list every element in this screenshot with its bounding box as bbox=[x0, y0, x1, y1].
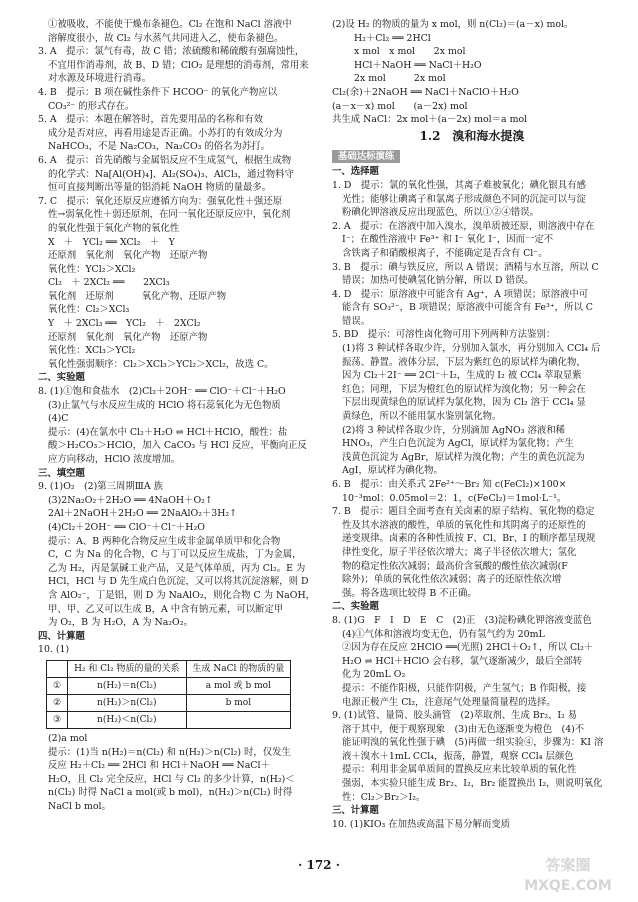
table-row bbox=[47, 694, 291, 711]
text-line: 4. D 提示：原溶液中可能含有 Ag⁺，A 项错误；原溶液中可 bbox=[332, 288, 589, 300]
text-line: 因为 Cl₂＋2I⁻ ══ 2Cl⁻＋I₂，生成的 I₂ 被 CCl₄ 萃取显紫 bbox=[342, 370, 582, 382]
text-line: 溶于其中，便于观察现象 (3)由无色逐渐变为橙色 (4)不 bbox=[342, 723, 585, 735]
text-line: (2)a mol bbox=[48, 732, 88, 744]
calc-table bbox=[46, 660, 291, 729]
table-cell: ② bbox=[47, 694, 68, 711]
text-line: 含 AlO₂⁻，丁是铝，则 D 为 NaAlO₂，则化合物 C 为 NaOH， bbox=[48, 589, 315, 601]
text-line: (4)C bbox=[48, 413, 69, 425]
text-line: 溶解度很小，故 Cl₂ 与水蒸气共同进入乙，使布条褪色。 bbox=[48, 32, 284, 44]
text-line: 成分是否对应，再看用途是否正确。小苏打的有效成分为 bbox=[48, 127, 283, 139]
text-line: x mol x mol 2x mol bbox=[354, 46, 466, 58]
page-number: · 172 · bbox=[298, 858, 340, 872]
text-line: HNO₃，产生白色沉淀为 AgCl，原试样为氯化物；产生 bbox=[342, 438, 574, 450]
right-text-top bbox=[332, 18, 612, 127]
text-line: 为 O₂，B 为 H₂O，A 为 Na₂O₂。 bbox=[48, 617, 193, 629]
drill-label: 基础达标演练 bbox=[332, 150, 400, 163]
left-text-block bbox=[38, 18, 318, 657]
text-line: ②因为存在反应 2HClO ══(光照) 2HCl＋O₂↑，所以 Cl₂＋ bbox=[342, 642, 594, 654]
text-line: H₂＋Cl₂ ══ 2HCl bbox=[354, 32, 431, 44]
text-line: 提示：A、B 两种化合物反应生成非金属单质甲和化合物 bbox=[48, 535, 281, 547]
text-line: 2x mol 2x mol bbox=[354, 73, 446, 85]
text-line: 应方向移动，HClO 浓度增加。 bbox=[48, 454, 181, 465]
text-line: 除外)；单质的氧化性依次减弱；离子的还原性依次增 bbox=[342, 574, 562, 586]
section-heading: 三、填空题 bbox=[38, 467, 85, 479]
table-cell bbox=[186, 711, 291, 728]
text-line: 黄绿色，所以不能用氯水鉴别氯化物。 bbox=[342, 411, 502, 423]
section-heading: 三、计算题 bbox=[332, 805, 379, 817]
text-line: 振荡、静置。液体分层，下层为紫红色的原试样为碘化物， bbox=[342, 356, 586, 368]
text-line: I⁻；在酸性溶液中 Fe³⁺ 和 I⁻ 氧化 I⁻，因而一定不 bbox=[342, 234, 554, 246]
text-line: 2Al＋2NaOH＋2H₂O ══ 2NaAlO₂＋3H₂↑ bbox=[48, 508, 238, 520]
text-line: 氧化剂 还原剂 氧化产物、还原产物 bbox=[48, 290, 227, 302]
text-line: 提示：不能作阳极，只能作阴极，产生氢气；B 作阳极，接 bbox=[342, 682, 587, 694]
text-line: 9. (1)O₂ (2)第三周期ⅢA 族 bbox=[38, 481, 163, 493]
text-line: CO₃²⁻ 的形式存在。 bbox=[48, 100, 135, 112]
text-line: 性及其水溶液的酸性，单质的氧化性和其阴离子的还原性的 bbox=[342, 519, 586, 531]
text-line: 6. B 提示：由关系式 2Fe²⁺～Br₂ 知 c(FeCl₂)×100× bbox=[332, 479, 567, 490]
text-line: 共生成 NaCl：2x mol＋(a－2x) mol＝a mol bbox=[332, 114, 528, 126]
text-line: 1. D 提示：氯的氧化性强，其离子难被氧化；碘化银具有感 bbox=[332, 179, 586, 191]
section-heading: 一、选择题 bbox=[332, 166, 379, 178]
text-line: HCl，HCl 与 D 先生成白色沉淀，又可以将其沉淀溶解，则 D bbox=[48, 576, 309, 588]
text-line: 红色；同理，下层为橙红色的原试样为溴化物；另一种会在 bbox=[342, 383, 586, 395]
text-line: Cl₂ ＋ 2XCl₂ ══ 2XCl₃ bbox=[48, 277, 170, 289]
text-line: 2. A 提示：在溶液中加入溴水，溴单质被还原，则溶液中存在 bbox=[332, 220, 595, 232]
text-line: 甲、甲、乙又可以生成 B，A 中含有钠元素，可以断定甲 bbox=[48, 603, 284, 615]
text-line: C，C 为 Na 的化合物，C 与丁可以反应生成盐，丁为金属， bbox=[48, 549, 302, 561]
text-line: HCl＋NaOH ══ NaCl＋H₂O bbox=[354, 59, 482, 71]
right-column bbox=[332, 18, 612, 831]
text-line: 液＋溴水＋1mL CCl₄，振荡，静置，观察 CCl₄ 层颜色 bbox=[342, 750, 574, 762]
text-line: 还原剂 氧化剂 氧化产物 还原产物 bbox=[48, 331, 208, 343]
text-line: 乙为 H₂，丙是氯碱工业产品，又是气体单质，丙为 Cl₂。E 为 bbox=[48, 562, 306, 574]
text-line: 物的稳定性依次减弱；最高价含氧酸的酸性依次减弱(F bbox=[342, 560, 568, 572]
text-line: (2)设 H₂ 的物质的量为 x mol，则 n(Cl₂)＝(a－x) mol。 bbox=[332, 19, 574, 30]
text-line: (4)①气体和溶液均变无色，仍有氢气约为 20mL bbox=[342, 628, 545, 640]
svg-text:答案圈: 答案圈 bbox=[545, 856, 591, 874]
text-line: 9. (1)试管、量筒、胶头滴管 (2)萃取剂、生成 Br₂、I₂ 易 bbox=[332, 710, 578, 722]
text-line: 氧化性强弱顺序：Cl₂＞XCl₃＞YCl₂＞XCl₂，故选 C。 bbox=[48, 358, 274, 370]
text-line: 错误。 bbox=[342, 315, 371, 327]
text-line: 电源正极产生 Cl₂，注意尾气处理量简量程的选择。 bbox=[342, 696, 556, 708]
text-line: 8. (1)①饱和食盐水 (2)Cl₂＋2OH⁻ ══ ClO⁻＋Cl⁻＋H₂O bbox=[38, 386, 286, 398]
left-column bbox=[38, 18, 318, 813]
text-line: Cl₂(余)＋2NaOH ══ NaCl＋NaClO＋H₂O bbox=[332, 86, 519, 98]
section-title: 1.2 溴和海水提溴 bbox=[419, 128, 525, 143]
text-line: 10⁻³mol：0.05mol＝2：1，c(FeCl₂)＝1mol·L⁻¹。 bbox=[342, 492, 567, 504]
text-line: 提示：(4)在氯水中 Cl₂＋H₂O ⇌ HCl＋HClO，酸性：盐 bbox=[48, 426, 288, 438]
text-line: 不宜用作消毒剂，故 B、D 错；ClO₂ 是理想的消毒剂，常用来 bbox=[48, 59, 309, 71]
table-cell: a mol 或 b mol bbox=[186, 677, 291, 694]
text-line: 对水源及环境进行消毒。 bbox=[48, 73, 152, 85]
text-line: 能含有 SO₃²⁻，B 项错误；原溶液中可能含有 Fe³⁺，所以 C bbox=[342, 302, 593, 314]
text-line: 反应 H₂＋Cl₂ ══ 2HCl 和 HCl＋NaOH ══ NaCl＋ bbox=[48, 760, 270, 772]
text-line: 递变规律。卤素的各种性质按 F、Cl、Br、I 的顺序都呈现规 bbox=[342, 533, 596, 545]
table-cell: ③ bbox=[47, 711, 68, 728]
text-line: 7. C 提示：氧化还原反应遵循方向为：强氧化性＋强还原 bbox=[38, 195, 283, 207]
text-line: H₂O ⇌ HCl＋HClO 会右移，氯气逐渐减少，最后全部转 bbox=[342, 655, 583, 667]
text-line: 下层出现黄绿色的原试样为氯化物，因为 Cl₂ 溶于 CCl₄ 显 bbox=[342, 397, 586, 409]
text-line: (3)2Na₂O₂＋2H₂O ══ 4NaOH＋O₂↑ bbox=[48, 494, 213, 506]
text-line: X ＋ YCl₂ ══ XCl₂ ＋ Y bbox=[48, 236, 175, 248]
table-header-row bbox=[47, 660, 291, 677]
text-line: 酸＞H₂CO₃＞HClO，加入 CaCO₃ 与 HCl 反应，平衡向正反 bbox=[48, 440, 307, 452]
text-line: 的化学式：Na[Al(OH)₄]、Al₂(SO₄)₃、AlCl₃，通过物料守 bbox=[48, 168, 294, 180]
text-line: 5. BD 提示：可溶性卤化物可用下列两种方法鉴别： bbox=[332, 329, 556, 341]
text-line: 3. B 提示：碘与铁反应，所以 A 错误；酒精与水互溶，所以 C bbox=[332, 261, 599, 273]
text-line: AgI，原试样为碘化物。 bbox=[342, 465, 443, 477]
svg-text:MXQE.COM: MXQE.COM bbox=[524, 878, 612, 894]
text-line: 强弱，本实验只能生成 Br₂、I₂，Br₂ 能置换出 I₂，则说明氧化 bbox=[342, 778, 603, 790]
text-line: (3)止氯气与水反应生成的 HClO 将石蕊氧化为无色物质 bbox=[48, 399, 281, 411]
table-header-cell: 生成 NaCl 的物质的量 bbox=[186, 660, 291, 677]
text-line: 错误；加热可使碘氢化钠分解，所以 D 错误。 bbox=[342, 275, 534, 287]
section-heading: 四、计算题 bbox=[38, 630, 85, 642]
table-cell: ① bbox=[47, 677, 68, 694]
text-line: 提示：(1)当 n(H₂)＝n(Cl₂) 和 n(H₂)＞n(Cl₂) 时，仅发生 bbox=[48, 746, 291, 758]
text-line: 恒可直接判断出等量的铝消耗 NaOH 物质的量最多。 bbox=[48, 182, 272, 194]
text-line: 10. (1)KIO₃ 在加热或高温下易分解而变质 bbox=[332, 818, 511, 830]
text-line: 氧化性：Cl₂＞XCl₃ bbox=[48, 304, 130, 316]
text-line: 律性变化，原子半径依次增大；离子半径依次增大；氢化 bbox=[342, 546, 577, 558]
table-header-corner bbox=[47, 660, 68, 677]
section-heading: 二、实验题 bbox=[332, 601, 379, 613]
text-line: NaHCO₃，不是 Na₂CO₃，Na₂CO₃ 的俗名为苏打。 bbox=[48, 141, 271, 153]
table-cell: b mol bbox=[186, 694, 291, 711]
text-line: 7. B 提示：题目全面考查有关卤素的原子结构、氧化物的稳定 bbox=[332, 506, 595, 518]
watermark-logo bbox=[512, 852, 624, 896]
text-line: 的氧化性强于氧化产物的氧化性 bbox=[48, 222, 180, 234]
table-cell: n(H₂)＞n(Cl₂) bbox=[68, 694, 186, 711]
text-line: 8. (1)G F I D E C (2)正 (3)淀粉碘化钾溶液变蓝色 bbox=[332, 614, 592, 626]
table-cell: n(H₂)＝n(Cl₂) bbox=[68, 677, 186, 694]
text-line: 性→弱氧化性＋弱还原剂，在同一氧化还原反应中，氧化剂 bbox=[48, 209, 291, 221]
right-text-bottom bbox=[332, 165, 612, 831]
text-line: 5. A 提示：本题在解答时，首先要用品的名称和有效 bbox=[38, 114, 263, 126]
text-line: 含铁离子和硝酸根离子，不能确定是否含有 Cl⁻。 bbox=[342, 247, 548, 259]
text-line: n(Cl₂) 时得 NaCl a mol(或 b mol)，n(H₂)＞n(Cl₂) 时得 bbox=[48, 787, 293, 799]
section-heading: 二、实验题 bbox=[38, 372, 85, 384]
table-cell: n(H₂)＜n(Cl₂) bbox=[68, 711, 186, 728]
text-line: 氧化性：XCl₃＞YCl₂ bbox=[48, 345, 136, 357]
text-line: 化为 20mL O₂ bbox=[342, 669, 406, 681]
text-line: 浅黄色沉淀为 AgBr，原试样为溴化物；产生的黄色沉淀为 bbox=[342, 451, 585, 463]
text-line: 10. (1) bbox=[38, 644, 70, 656]
table-row bbox=[47, 677, 291, 694]
text-line: (1)将 3 种试样各取少许，分别加入氯水，再分别加入 CCl₄ 后 bbox=[342, 343, 601, 355]
text-line: (4)Cl₂＋2OH⁻ ══ ClO⁻＋Cl⁻＋H₂O bbox=[48, 521, 205, 533]
text-line: 提示：利用非金属单质间的置换反应来比较单质的氧化性 bbox=[342, 764, 577, 776]
text-line: 性：Cl₂＞Br₂＞I₂。 bbox=[342, 791, 426, 803]
text-line: 光性；能够让碘离子和氯离子形成颜色不同的沉淀可以与淀 bbox=[342, 193, 586, 205]
table-header-cell: H₂ 和 Cl₂ 物质的量的关系 bbox=[68, 660, 186, 677]
left-text-after-table bbox=[38, 732, 318, 814]
table-row bbox=[47, 711, 291, 728]
text-line: 3. A 提示：氯气有毒，故 C 错；浓硫酸和稀硫酸有强腐蚀性， bbox=[38, 46, 305, 58]
text-line: 6. A 提示：首先硝酸与金属铝反应不生成氢气，根据生成物 bbox=[38, 154, 292, 166]
text-line: 4. B 提示：B 项在碱性条件下 HCOO⁻ 的氧化产物应以 bbox=[38, 86, 278, 98]
text-line: (2)将 3 种试样各取少许，分别滴加 AgNO₃ 溶液和稀 bbox=[342, 424, 565, 436]
text-line: 粉碘化钾溶液反应出现蓝色，所以①②④错误。 bbox=[342, 207, 539, 219]
text-line: 能证明溴的氧化性强于碘 (5)再做一组实验④，步骤为：KI 溶 bbox=[342, 737, 604, 749]
text-line: (a－x－x) mol (a－2x) mol bbox=[332, 100, 468, 112]
text-line: ①被吸收，不能使干燥布条褪色。Cl₂ 在饱和 NaCl 溶液中 bbox=[48, 19, 292, 30]
text-line: 强。将各选项比较得 B 不正确。 bbox=[342, 587, 477, 599]
text-line: 还原剂 氧化剂 氧化产物 还原产物 bbox=[48, 250, 208, 262]
text-line: NaCl b mol。 bbox=[48, 800, 111, 812]
text-line: H₂O，且 Cl₂ 完全反应，HCl 与 Cl₂ 的多少计算，n(H₂)＜ bbox=[48, 773, 295, 785]
text-line: Y ＋ 2XCl₃ ══ YCl₂ ＋ 2XCl₂ bbox=[48, 318, 201, 330]
text-line: 氧化性：YCl₂＞XCl₂ bbox=[48, 263, 136, 275]
